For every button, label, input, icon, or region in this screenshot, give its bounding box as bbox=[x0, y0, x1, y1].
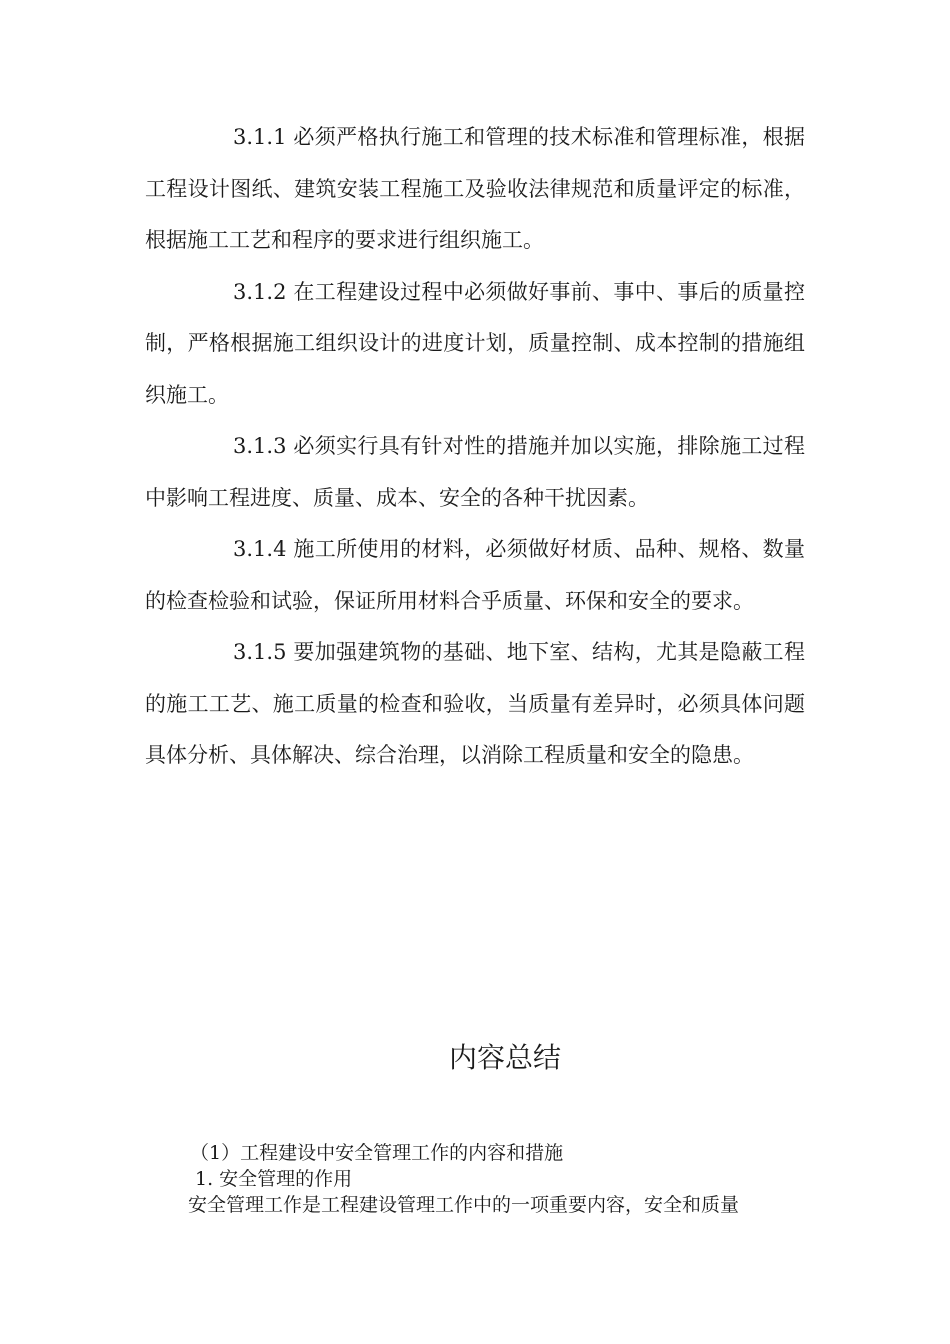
summary-heading: （1）工程建设中安全管理工作的内容和措施 bbox=[190, 1142, 564, 1164]
summary-subheading: 1. 安全管理的作用 bbox=[195, 1168, 353, 1190]
summary-section bbox=[188, 1140, 808, 1218]
summary-title: 内容总结 bbox=[448, 1041, 561, 1074]
paragraph-3-1-4: 3.1.4 施工所使用的材料，必须做好材质、品种、规格、数量的检查检验和试验，保证所用材料合乎质量、环保和安全的要求。 bbox=[145, 537, 805, 613]
paragraph-3-1-5: 3.1.5 要加强建筑物的基础、地下室、结构，尤其是隐蔽工程的施工工艺、施工质量的检查和验收，当质量有差异时，必须具体问题具体分析、具体解决、综合治理，以消除工程质量和安全的隐患。 bbox=[145, 640, 805, 767]
paragraph-3-1-2: 3.1.2 在工程建设过程中必须做好事前、事中、事后的质量控制，严格根据施工组织设计的进度计划，质量控制、成本控制的措施组织施工。 bbox=[145, 279, 805, 407]
summary-text: 安全管理工作是工程建设管理工作中的一项重要内容，安全和质量 bbox=[188, 1194, 740, 1216]
paragraph-3-1-3: 3.1.3 必须实行具有针对性的措施并加以实施，排除施工过程中影响工程进度、质量、成本、安全的各种干扰因素。 bbox=[145, 434, 805, 510]
paragraph-3-1-1: 3.1.1 必须严格执行施工和管理的技术标准和管理标准，根据工程设计图纸、建筑安装工程施工及验收法律规范和质量评定的标准，根据施工工艺和程序的要求进行组织施工。 bbox=[145, 125, 805, 252]
body-text bbox=[145, 112, 805, 782]
